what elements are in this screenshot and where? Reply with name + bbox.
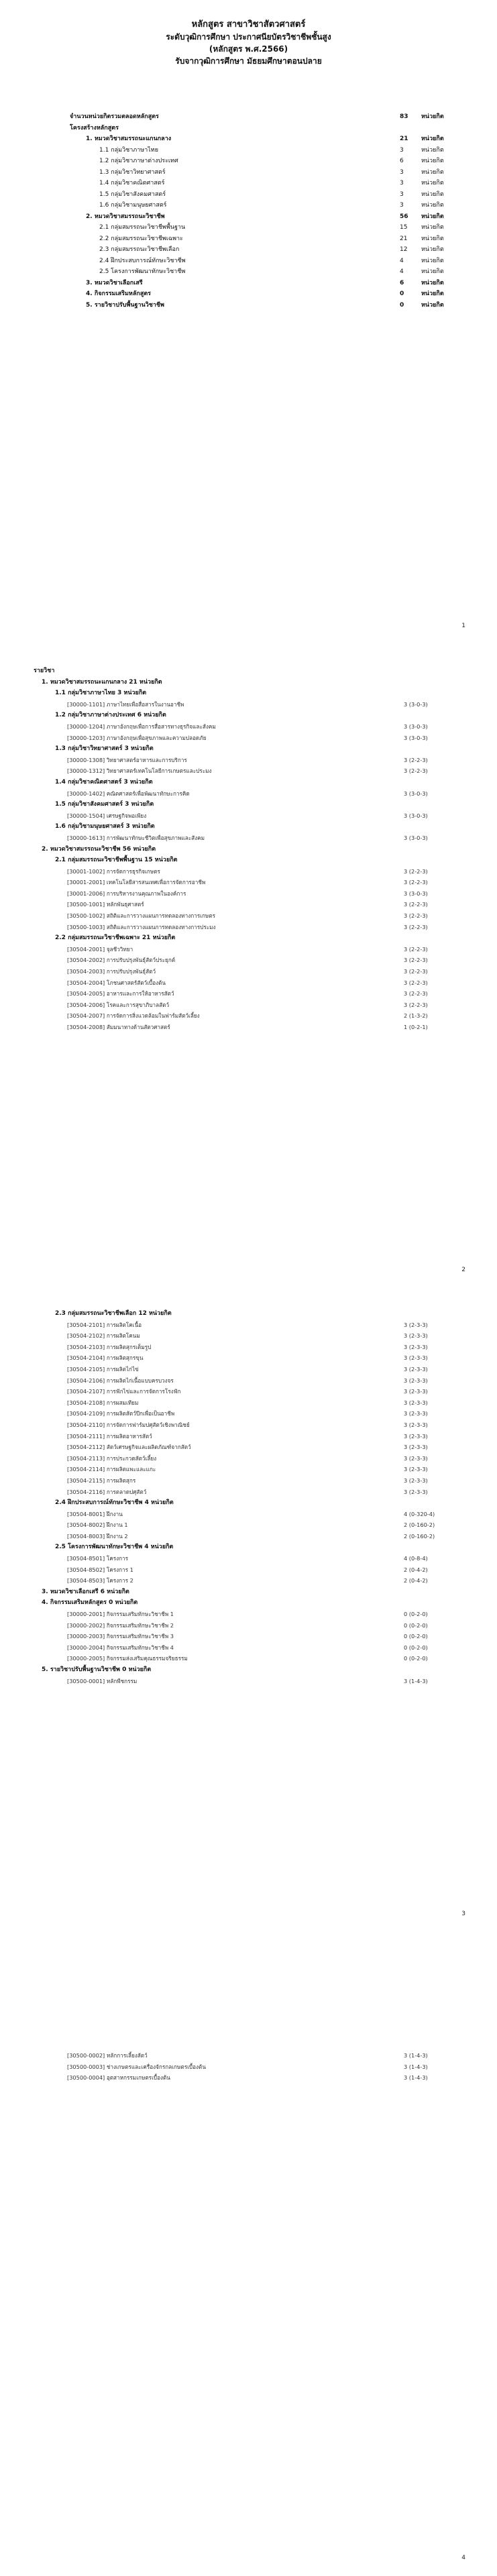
- section-heading: [55, 743, 457, 755]
- summary-unit: หน่วยกิต: [421, 235, 444, 242]
- summary-row: [70, 156, 459, 167]
- summary-row: [70, 133, 459, 145]
- summary-credit: 6: [400, 158, 404, 164]
- page-number: 3: [461, 1911, 465, 1917]
- course-row: [55, 1010, 457, 1022]
- course-list: [42, 1308, 457, 1686]
- section-heading: [42, 844, 457, 855]
- course-row: [55, 1408, 457, 1419]
- course-row: [55, 966, 457, 977]
- section-title: 1.3 กลุ่มวิชาวิทยาศาสตร์ 3 หน่วยกิต: [55, 745, 154, 753]
- course-credit: 3 (2-2-3): [404, 912, 428, 920]
- summary-credit: 3: [400, 168, 404, 176]
- course-row: [55, 721, 457, 733]
- summary-unit: หน่วยกิต: [421, 257, 444, 264]
- summary-unit: หน่วยกิต: [421, 136, 444, 142]
- summary-unit: หน่วยกิต: [421, 213, 444, 220]
- course-credit: 3 (2-3-3): [404, 1354, 428, 1362]
- course-credit: 3 (2-3-3): [404, 1488, 428, 1495]
- course-title: [30504-2107] การฟักไข่และการจัดการโรงฟัก: [67, 1388, 181, 1395]
- course-credit: 3 (2-2-3): [404, 968, 428, 975]
- section-title: 1.4 กลุ่มวิชาคณิตศาสตร์ 3 หน่วยกิต: [55, 778, 153, 786]
- section-title: รายวิชา: [34, 667, 55, 674]
- course-title: [30000-2003] กิจกรรมเสริมทักษะวิชาชีพ 3: [67, 1633, 174, 1640]
- course-credit: 3 (2-3-3): [404, 1377, 428, 1384]
- course-row: [55, 765, 457, 777]
- course-credit: 3 (2-2-3): [404, 879, 428, 886]
- summary-unit: หน่วยกิต: [421, 224, 444, 231]
- course-title: [30504-2106] การผลิตไก่เนื้อแบบครบวงจร: [67, 1377, 174, 1384]
- course-credit: 3 (2-2-3): [404, 923, 428, 930]
- course-row: [55, 1676, 457, 1687]
- summary-row: [70, 233, 459, 245]
- summary-credit: 4: [400, 257, 404, 264]
- course-credit: 3 (3-0-3): [404, 812, 428, 819]
- course-title: [30504-2005] อาหารและการให้อาหารสัตว์: [67, 990, 174, 998]
- summary-row: [70, 111, 459, 123]
- course-title: [30500-0001] หลักพืชกรรม: [67, 1677, 137, 1684]
- summary-label: 3. หมวดวิชาเลือกเสรี: [86, 279, 143, 286]
- section-heading: [42, 1597, 457, 1609]
- qualification-level: ระดับวุฒิการศึกษา ประกาศนียบัตรวิชาชีพชั้นสูง: [166, 32, 331, 42]
- document-header: [0, 19, 497, 67]
- course-title: [30000-2001] กิจกรรมเสริมทักษะวิชาชีพ 1: [67, 1611, 174, 1618]
- course-credit: 3 (2-3-3): [404, 1432, 428, 1440]
- course-row: [55, 1464, 457, 1475]
- section-title: 2.4 ฝึกประสบการณ์ทักษะวิชาชีพ 4 หน่วยกิต: [55, 1499, 174, 1507]
- course-row: [55, 1653, 457, 1664]
- course-row: [55, 866, 457, 877]
- course-title: [30500-0004] อุตสาหกรรมเกษตรเบื้องต้น: [67, 2074, 170, 2082]
- course-credit: 3 (2-2-3): [404, 957, 428, 964]
- course-credit: 0 (0-2-0): [404, 1621, 428, 1629]
- course-row: [55, 899, 457, 910]
- section-title: 2.3 กลุ่มสมรรถนะวิชาชีพเลือก 12 หน่วยกิต: [55, 1310, 172, 1317]
- curriculum-title: หลักสูตร สาขาวิชาสัตวศาสตร์: [191, 19, 306, 30]
- course-row: [55, 1000, 457, 1011]
- course-credit: 3 (2-2-3): [404, 979, 428, 986]
- summary-credit: 83: [400, 113, 408, 120]
- summary-row: [70, 222, 459, 233]
- section-title: 5. รายวิชาปรับพื้นฐานวิชาชีพ 0 หน่วยกิต: [42, 1666, 152, 1673]
- course-credit: 0 (0-2-0): [404, 1611, 428, 1618]
- section-title: 3. หมวดวิชาเลือกเสรี 6 หน่วยกิต: [42, 1588, 129, 1595]
- course-credit: 3 (1-4-3): [404, 1677, 428, 1684]
- summary-unit: หน่วยกิต: [421, 113, 444, 120]
- course-row: [55, 1386, 457, 1397]
- course-title: [30000-1312] วิทยาศาสตร์เทคโนโลยีการเกษตรและประมง: [67, 767, 212, 775]
- summary-credit: 0: [400, 301, 404, 309]
- course-title: [30000-1308] วิทยาศาสตร์อาหารและการบริการ: [67, 756, 187, 763]
- summary-unit: หน่วยกิต: [421, 191, 444, 198]
- course-credit: 3 (3-0-3): [404, 734, 428, 741]
- summary-label: 1. หมวดวิชาสมรรถนะแกนกลาง: [86, 136, 172, 142]
- section-heading: [55, 855, 457, 866]
- summary-credit: 3: [400, 146, 404, 154]
- course-title: [30000-2004] กิจกรรมเสริมทักษะวิชาชีพ 4: [67, 1644, 174, 1651]
- course-row: [55, 1330, 457, 1342]
- section-title: 2. หมวดวิชาสมรรถนะวิชาชีพ 56 หน่วยกิต: [42, 845, 156, 853]
- course-title: [30504-2115] การผลิตสุกร: [67, 1477, 136, 1484]
- course-title: [30500-0003] ช่างเกษตรและเครื่องจักรกลเกษตรเบื้องต้น: [67, 2063, 206, 2070]
- section-heading: [42, 1587, 457, 1598]
- course-title: [30504-8503] โครงการ 2: [67, 1577, 133, 1585]
- course-row: [55, 910, 457, 922]
- course-row: [55, 1419, 457, 1431]
- course-credit: 2 (0-4-2): [404, 1566, 428, 1573]
- course-title: [30504-2110] การจัดการฟาร์มปศุสัตว์เชิงพาณิชย์: [67, 1421, 190, 1428]
- course-title: [30504-2109] การผลิตสัตว์ปีกเพื่อเป็นอาชีพ: [67, 1410, 175, 1417]
- course-credit: 3 (1-4-3): [404, 2074, 428, 2082]
- summary-credit: 3: [400, 202, 404, 209]
- course-title: [30504-2004] โภชนศาสตร์สัตว์เบื้องต้น: [67, 979, 166, 986]
- summary-label: 2.5 โครงการพัฒนาทักษะวิชาชีพ: [99, 268, 186, 275]
- section-title: 1.2 กลุ่มวิชาภาษาต่างประเทศ 6 หน่วยกิต: [55, 712, 166, 719]
- course-credit: 3 (2-2-3): [404, 901, 428, 908]
- course-row: [55, 1519, 457, 1531]
- page-2: [0, 644, 497, 1288]
- course-title: [30504-8502] โครงการ 1: [67, 1566, 133, 1573]
- summary-unit: หน่วยกิต: [421, 279, 444, 286]
- course-title: [30504-2101] การผลิตโคเนื้อ: [67, 1321, 142, 1328]
- course-row: [55, 1453, 457, 1464]
- section-heading: [55, 799, 457, 810]
- course-row: [55, 1620, 457, 1631]
- summary-credit: 3: [400, 180, 404, 186]
- summary-credit: 6: [400, 279, 404, 286]
- course-credit: 3 (2-3-3): [404, 1343, 428, 1350]
- course-credit: 3 (2-3-3): [404, 1477, 428, 1484]
- course-row: [55, 1564, 457, 1576]
- course-title: [30500-1003] สถิติและการวางแผนการทดลองทางการประมง: [67, 923, 216, 930]
- course-title: [30500-1001] หลักพันธุศาสตร์: [67, 901, 144, 908]
- course-title: [30504-2113] การประกวดสัตว์เลี้ยง: [67, 1454, 157, 1462]
- section-title: 1. หมวดวิชาสมรรถนะแกนกลาง 21 หน่วยกิต: [42, 678, 162, 686]
- summary-row: [70, 300, 459, 311]
- summary-row: [70, 278, 459, 289]
- course-credit: 3 (2-3-3): [404, 1399, 428, 1406]
- course-row: [55, 1342, 457, 1353]
- summary-unit: หน่วยกิต: [421, 146, 444, 154]
- course-list: [34, 665, 457, 1033]
- course-credit: 3 (3-0-3): [404, 700, 428, 708]
- course-credit: 0 (0-2-0): [404, 1644, 428, 1651]
- page-number: 1: [461, 623, 465, 629]
- summary-row: [70, 200, 459, 211]
- summary-unit: หน่วยกิต: [421, 168, 444, 176]
- course-title: [30500-1002] สถิติและการวางแผนการทดลองทางการเกษตร: [67, 912, 216, 920]
- course-credit: 2 (0-160-2): [404, 1521, 435, 1529]
- course-row: [55, 944, 457, 955]
- course-title: [30000-1402] คณิตศาสตร์เพื่อพัฒนาทักษะการคิด: [67, 790, 190, 797]
- summary-credit: 4: [400, 268, 404, 275]
- course-title: [30504-2002] การปรับปรุงพันธุ์สัตว์ประยุกต์: [67, 957, 176, 964]
- credit-summary: [70, 111, 459, 311]
- course-credit: 3 (2-2-3): [404, 990, 428, 998]
- course-title: [30500-0002] หลักการเลี้ยงสัตว์: [67, 2052, 148, 2059]
- course-title: [30504-2103] การผลิตสุกรเต็มรูป: [67, 1343, 152, 1350]
- course-title: [30504-2105] การผลิตไก่ไข่: [67, 1365, 139, 1373]
- section-title: 1.1 กลุ่มวิชาภาษาไทย 3 หน่วยกิต: [55, 690, 147, 697]
- course-row: [55, 1509, 457, 1520]
- summary-label: 1.1 กลุ่มวิชาภาษาไทย: [99, 146, 158, 154]
- summary-row: [70, 266, 459, 278]
- course-row: [55, 877, 457, 888]
- summary-unit: หน่วยกิต: [421, 202, 444, 209]
- admission-basis: รับจากวุฒิการศึกษา มัธยมศึกษาตอนปลาย: [175, 56, 322, 66]
- course-row: [55, 1375, 457, 1387]
- course-title: [30504-2108] การผสมเทียม: [67, 1399, 139, 1406]
- summary-label: โครงสร้างหลักสูตร: [70, 124, 119, 131]
- course-row: [55, 1022, 457, 1033]
- course-row: [55, 1642, 457, 1654]
- course-title: [30504-2112] สัตว์เศรษฐกิจและผลิตภัณฑ์จากสัตว์: [67, 1444, 191, 1451]
- summary-label: 2. หมวดวิชาสมรรถนะวิชาชีพ: [86, 213, 165, 220]
- summary-credit: 21: [400, 235, 408, 242]
- course-title: [30001-2001] เทคโนโลยีสารสนเทศเพื่อการจัดการอาชีพ: [67, 879, 206, 886]
- summary-label: 5. รายวิชาปรับพื้นฐานวิชาชีพ: [86, 301, 164, 309]
- course-title: [30000-1101] ภาษาไทยเพื่อสื่อสารในงานอาชีพ: [67, 700, 184, 708]
- course-row: [55, 1397, 457, 1409]
- course-credit: 2 (0-4-2): [404, 1577, 428, 1585]
- course-credit: 2 (0-160-2): [404, 1532, 435, 1540]
- course-title: [30504-8002] ฝึกงาน 1: [67, 1521, 128, 1529]
- summary-row: [70, 178, 459, 189]
- course-title: [30001-2006] การบริหารงานคุณภาพในองค์การ: [67, 890, 186, 897]
- section-heading: [55, 710, 457, 721]
- course-credit: 1 (0-2-1): [404, 1024, 428, 1030]
- section-title: 2.5 โครงการพัฒนาทักษะวิชาชีพ 4 หน่วยกิต: [55, 1544, 174, 1551]
- course-row: [55, 977, 457, 989]
- course-title: [30001-1002] การจัดการธุรกิจเกษตร: [67, 867, 160, 875]
- course-credit: 3 (2-2-3): [404, 1001, 428, 1008]
- course-title: [30000-2005] กิจกรรมส่งเสริมคุณธรรมจริยธรรม: [67, 1655, 188, 1662]
- course-list: [55, 2050, 457, 2084]
- course-row: [55, 888, 457, 900]
- course-row: [55, 1531, 457, 1542]
- course-credit: 3 (2-3-3): [404, 1421, 428, 1428]
- summary-label: 1.3 กลุ่มวิชาวิทยาศาสตร์: [99, 168, 166, 176]
- course-row: [55, 1553, 457, 1564]
- summary-credit: 21: [400, 136, 408, 142]
- summary-credit: 15: [400, 224, 408, 231]
- summary-row: [70, 189, 459, 201]
- course-row: [55, 1631, 457, 1642]
- course-title: [30504-8501] โครงการ: [67, 1555, 129, 1562]
- course-row: [55, 788, 457, 800]
- course-row: [55, 699, 457, 710]
- course-row: [55, 1487, 457, 1498]
- course-credit: 3 (2-3-3): [404, 1444, 428, 1451]
- section-title: 2.1 กลุ่มสมรรถนะวิชาชีพพื้นฐาน 15 หน่วยกิต: [55, 857, 178, 864]
- summary-unit: หน่วยกิต: [421, 268, 444, 275]
- summary-row: [70, 211, 459, 223]
- course-credit: 3 (2-2-3): [404, 767, 428, 775]
- page-1: [0, 0, 497, 644]
- course-row: [55, 1352, 457, 1364]
- course-row: [55, 922, 457, 933]
- summary-row: [70, 167, 459, 178]
- page-4: [0, 1932, 497, 2576]
- summary-label: 2.3 กลุ่มสมรรถนะวิชาชีพเลือก: [99, 246, 180, 253]
- summary-unit: หน่วยกิต: [421, 180, 444, 186]
- course-title: [30000-2002] กิจกรรมเสริมทักษะวิชาชีพ 2: [67, 1621, 174, 1629]
- summary-unit: หน่วยกิต: [421, 158, 444, 164]
- course-title: [30504-2001] จุลชีววิทยา: [67, 945, 133, 953]
- summary-row: [70, 288, 459, 300]
- summary-row: [70, 256, 459, 267]
- section-heading: [55, 777, 457, 788]
- course-row: [55, 833, 457, 844]
- page-number: 4: [461, 2555, 465, 2561]
- page-3: [0, 1288, 497, 1932]
- summary-unit: หน่วยกิต: [421, 301, 444, 309]
- course-row: [55, 1442, 457, 1453]
- section-title: 1.5 กลุ่มวิชาสังคมศาสตร์ 3 หน่วยกิต: [55, 801, 154, 808]
- course-title: [30504-2102] การผลิตโคนม: [67, 1332, 140, 1340]
- course-title: [30504-2007] การจัดการสิ่งแวดล้อมในฟาร์มสัตว์เลี้ยง: [67, 1012, 200, 1020]
- summary-label: 1.4 กลุ่มวิชาคณิตศาสตร์: [99, 180, 165, 186]
- section-heading: [55, 1497, 457, 1509]
- course-title: [30504-2114] การผลิตแพะและแกะ: [67, 1466, 156, 1473]
- course-title: [30504-8003] ฝึกงาน 2: [67, 1532, 128, 1540]
- course-title: [30000-1204] ภาษาอังกฤษเพื่อการสื่อสารทางธุรกิจและสังคม: [67, 722, 216, 730]
- course-credit: 4 (0-320-4): [404, 1510, 435, 1517]
- summary-label: 1.2 กลุ่มวิชาภาษาต่างประเทศ: [99, 158, 178, 164]
- course-credit: 3 (3-0-3): [404, 890, 428, 897]
- course-credit: 3 (3-0-3): [404, 722, 428, 730]
- summary-label: 2.2 กลุ่มสมรรถนะวิชาชีพเฉพาะ: [99, 235, 183, 242]
- summary-credit: 12: [400, 246, 408, 253]
- course-title: [30000-1613] การพัฒนาทักษะชีวิตเพื่อสุขภาพและสังคม: [67, 834, 205, 841]
- course-row: [55, 988, 457, 1000]
- summary-credit: 3: [400, 191, 404, 198]
- course-credit: 3 (1-4-3): [404, 2052, 428, 2059]
- course-title: [30504-2006] โรคและการสุขาภิบาลสัตว์: [67, 1001, 170, 1008]
- course-row: [55, 1609, 457, 1620]
- section-title: 1.6 กลุ่มวิชามนุษยศาสตร์ 3 หน่วยกิต: [55, 823, 155, 830]
- course-row: [55, 733, 457, 744]
- summary-unit: หน่วยกิต: [421, 246, 444, 253]
- course-row: [55, 1475, 457, 1487]
- course-credit: 3 (2-3-3): [404, 1321, 428, 1328]
- page-number: 2: [461, 1267, 465, 1273]
- course-title: [30504-2008] สัมมนาทางด้านสัตวศาสตร์: [67, 1024, 170, 1030]
- course-credit: 3 (2-3-3): [404, 1332, 428, 1340]
- course-title: [30000-1203] ภาษาอังกฤษเพื่อสุขภาพและความปลอดภัย: [67, 734, 207, 741]
- course-credit: 2 (1-3-2): [404, 1012, 428, 1020]
- course-credit: 3 (3-0-3): [404, 790, 428, 797]
- course-credit: 3 (2-3-3): [404, 1388, 428, 1395]
- summary-label: 2.1 กลุ่มสมรรถนะวิชาชีพพื้นฐาน: [99, 224, 186, 231]
- course-row: [55, 2061, 457, 2073]
- course-credit: 3 (2-2-3): [404, 756, 428, 763]
- section-heading: [55, 688, 457, 699]
- summary-row: [70, 244, 459, 256]
- summary-credit: 0: [400, 290, 404, 297]
- course-title: [30504-2111] การผลิตอาหารสัตว์: [67, 1432, 152, 1440]
- course-credit: 0 (0-2-0): [404, 1655, 428, 1662]
- course-row: [55, 2072, 457, 2084]
- summary-label: 4. กิจกรรมเสริมหลักสูตร: [86, 290, 151, 297]
- course-row: [55, 1575, 457, 1587]
- section-heading: [55, 932, 457, 944]
- summary-row: [70, 145, 459, 156]
- section-heading: [55, 1542, 457, 1553]
- course-credit: 0 (0-2-0): [404, 1633, 428, 1640]
- section-heading: [34, 665, 457, 677]
- curriculum-year: (หลักสูตร พ.ศ.2566): [209, 44, 288, 54]
- course-row: [55, 1364, 457, 1375]
- course-credit: 3 (3-0-3): [404, 834, 428, 841]
- course-credit: 3 (2-3-3): [404, 1365, 428, 1373]
- summary-label: 1.5 กลุ่มวิชาสังคมศาสตร์: [99, 191, 166, 198]
- course-title: [30504-8001] ฝึกงาน: [67, 1510, 123, 1517]
- summary-row: [70, 123, 459, 134]
- course-row: [55, 955, 457, 966]
- summary-label: จำนวนหน่วยกิตรวมตลอดหลักสูตร: [70, 113, 159, 120]
- course-credit: 3 (2-3-3): [404, 1466, 428, 1473]
- course-title: [30504-2003] การปรับปรุงพันธุ์สัตว์: [67, 968, 156, 975]
- section-heading: [55, 821, 457, 833]
- section-heading: [42, 1664, 457, 1676]
- section-title: 4. กิจกรรมเสริมหลักสูตร 0 หน่วยกิต: [42, 1599, 138, 1607]
- course-credit: 4 (0-8-4): [404, 1555, 428, 1562]
- course-title: [30504-2104] การผลิตสุกรขุน: [67, 1354, 144, 1362]
- course-row: [55, 755, 457, 766]
- summary-label: 1.6 กลุ่มวิชามนุษยศาสตร์: [99, 202, 167, 209]
- summary-label: 2.4 ฝึกประสบการณ์ทักษะวิชาชีพ: [99, 257, 186, 264]
- course-row: [55, 2050, 457, 2061]
- section-heading: [55, 1308, 457, 1320]
- course-credit: 3 (2-3-3): [404, 1454, 428, 1462]
- course-title: [30504-2116] การตลาดปศุสัตว์: [67, 1488, 147, 1495]
- section-title: 2.2 กลุ่มสมรรถนะวิชาชีพเฉพาะ 21 หน่วยกิต: [55, 934, 176, 942]
- course-row: [55, 810, 457, 822]
- course-title: [30000-1504] เศรษฐกิจพอเพียง: [67, 812, 147, 819]
- course-credit: 3 (2-2-3): [404, 945, 428, 953]
- course-row: [55, 1320, 457, 1331]
- summary-credit: 56: [400, 213, 408, 220]
- course-credit: 3 (2-2-3): [404, 867, 428, 875]
- summary-unit: หน่วยกิต: [421, 290, 444, 297]
- section-heading: [42, 677, 457, 688]
- course-row: [55, 1431, 457, 1442]
- course-credit: 3 (2-3-3): [404, 1410, 428, 1417]
- course-credit: 3 (1-4-3): [404, 2063, 428, 2070]
